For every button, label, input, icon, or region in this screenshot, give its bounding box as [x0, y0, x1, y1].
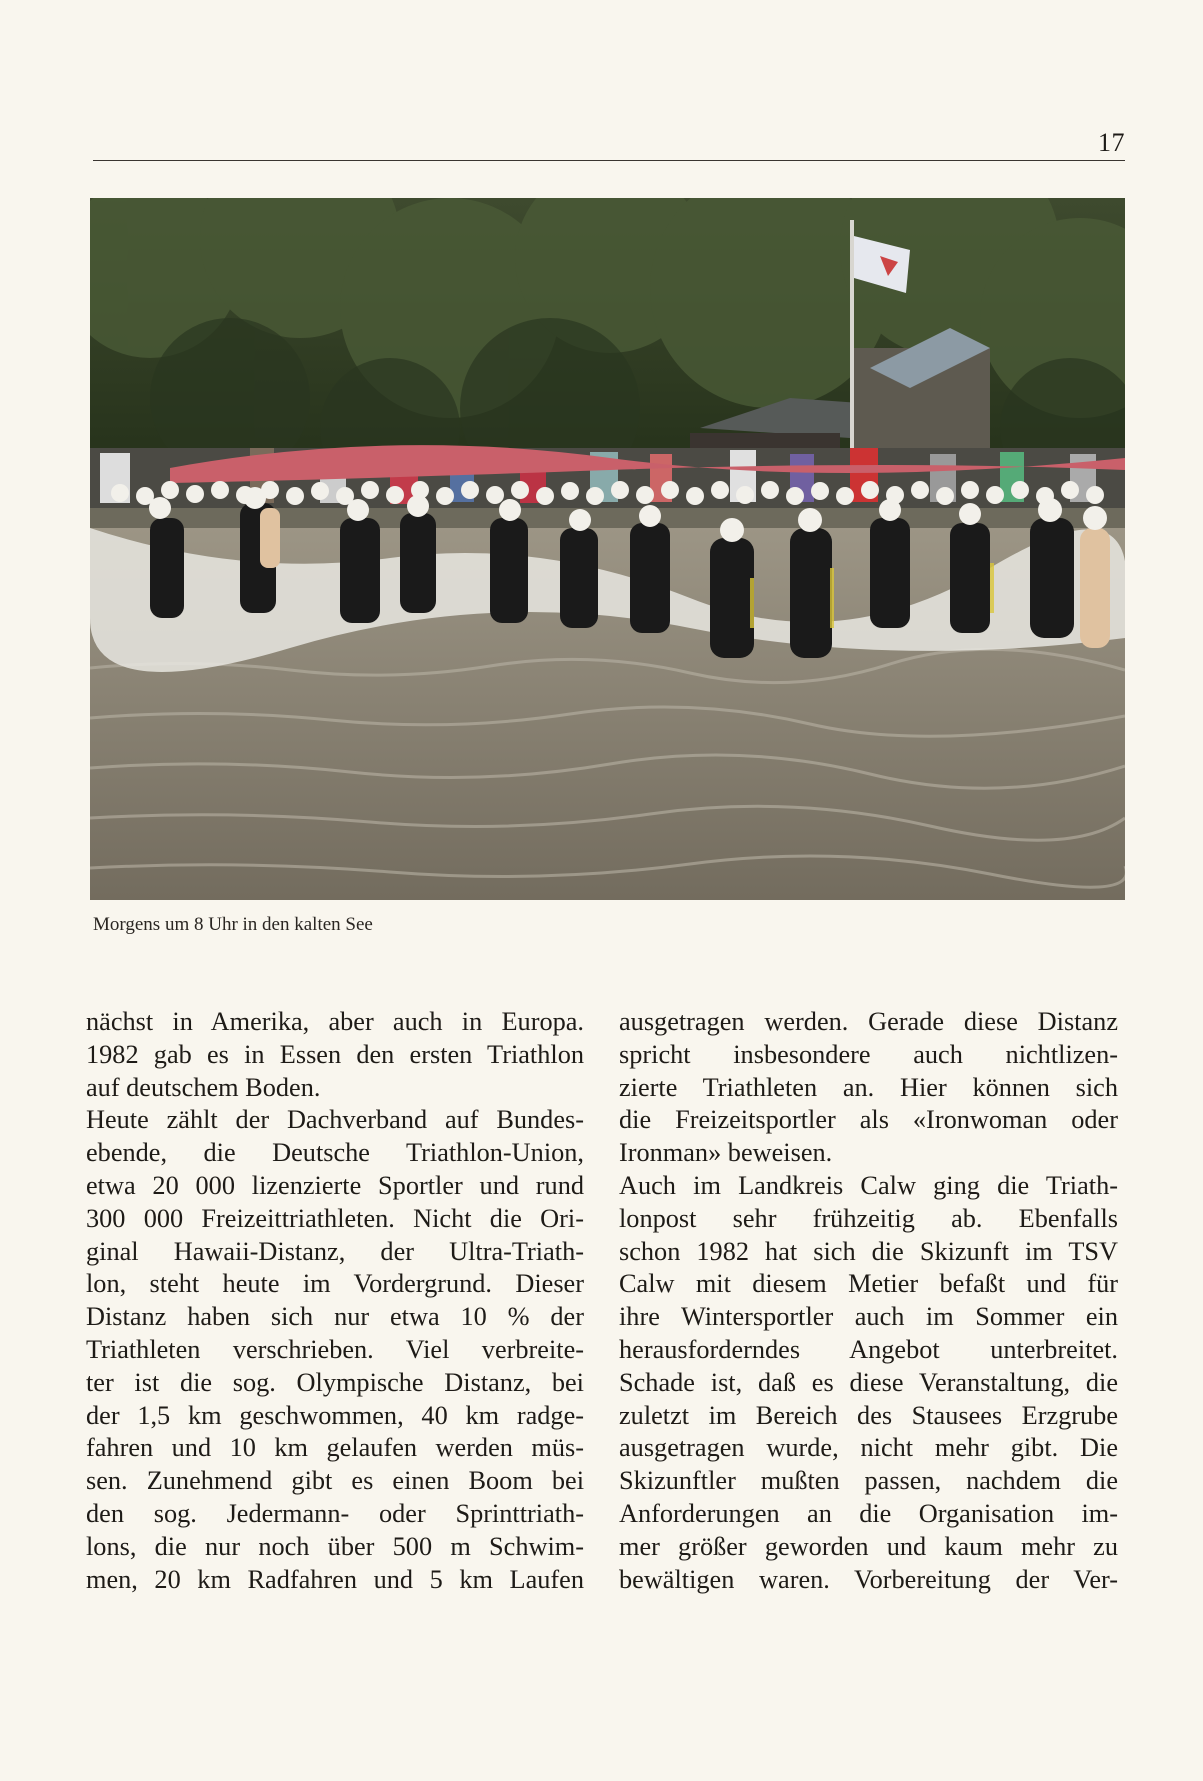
- text-line: 1982 gab es in Essen den ersten Triathlon: [86, 1039, 584, 1069]
- text-line: ter ist die sog. Olympische Distanz, bei: [86, 1367, 584, 1397]
- page-number: 17: [1098, 128, 1125, 157]
- text-line: men, 20 km Radfahren und 5 km Laufen: [86, 1564, 584, 1594]
- text-line: die Freizeitsportler als «Ironwoman oder: [619, 1105, 1118, 1135]
- paragraph: [86, 1104, 584, 1596]
- text-line: lonpost sehr frühzeitig ab. Ebenfalls: [619, 1203, 1118, 1233]
- text-line: spricht insbesondere auch nichtlizen-: [619, 1039, 1118, 1069]
- text-line: ausgetragen werden. Gerade diese Distanz: [619, 1007, 1118, 1036]
- text-line: mer größer geworden und kaum mehr zu: [619, 1531, 1118, 1561]
- text-line: etwa 20 000 lizenzierte Sportler und rund: [86, 1170, 584, 1200]
- text-line: Triathleten verschrieben. Viel verbreite-: [86, 1334, 584, 1364]
- text-line: nächst in Amerika, aber auch in Europa.: [86, 1007, 584, 1036]
- triathlon-photo: [90, 198, 1125, 900]
- text-line: ausgetragen wurde, nicht mehr gibt. Die: [619, 1433, 1118, 1463]
- text-line: schon 1982 hat sich die Skizunft im TSV: [619, 1236, 1118, 1266]
- text-line: Anforderungen an die Organisation im-: [619, 1498, 1118, 1528]
- paragraph: [86, 1006, 584, 1104]
- photo-caption: Morgens um 8 Uhr in den kalten See: [93, 914, 373, 935]
- text-line: Ironman» beweisen.: [619, 1138, 833, 1168]
- text-line: Distanz haben sich nur etwa 10 % der: [86, 1302, 584, 1332]
- text-line: lons, die nur noch über 500 m Schwim-: [86, 1531, 584, 1561]
- text-line: auf deutschem Boden.: [86, 1072, 321, 1102]
- text-line: lon, steht heute im Vordergrund. Dieser: [86, 1269, 584, 1299]
- photo-illustration: [90, 198, 1125, 900]
- text-line: fahren und 10 km gelaufen werden müs-: [86, 1433, 584, 1463]
- text-line: herausforderndes Angebot unterbreitet.: [619, 1334, 1118, 1364]
- text-line: Heute zählt der Dachverband auf Bundes-: [86, 1105, 584, 1135]
- text-column-right: [619, 1006, 1118, 1596]
- text-line: Calw mit diesem Metier befaßt und für: [619, 1269, 1118, 1299]
- text-column-left: [86, 1006, 584, 1596]
- text-line: Skizunftler mußten passen, nachdem die: [619, 1466, 1118, 1496]
- text-line: Auch im Landkreis Calw ging die Triath-: [619, 1170, 1118, 1200]
- flag-pole: [850, 220, 854, 470]
- text-line: sen. Zunehmend gibt es einen Boom bei: [86, 1466, 584, 1496]
- text-line: zierte Triathleten an. Hier können sich: [619, 1072, 1118, 1102]
- text-line: den sog. Jedermann- oder Sprinttriath-: [86, 1498, 584, 1528]
- text-line: Schade ist, daß es diese Veranstaltung, die: [619, 1367, 1118, 1397]
- text-line: der 1,5 km geschwommen, 40 km radge-: [86, 1400, 584, 1430]
- text-line: bewältigen waren. Vorbereitung der Ver-: [619, 1564, 1118, 1594]
- text-line: ginal Hawaii-Distanz, der Ultra-Triath-: [86, 1236, 584, 1266]
- paragraph: [619, 1006, 1118, 1170]
- text-line: 300 000 Freizeittriathleten. Nicht die Ori-: [86, 1203, 584, 1233]
- text-line: ebende, die Deutsche Triathlon-Union,: [86, 1138, 584, 1168]
- text-line: ihre Wintersportler auch im Sommer ein: [619, 1302, 1118, 1332]
- text-line: zuletzt im Bereich des Stausees Erzgrube: [619, 1400, 1118, 1430]
- paragraph: [619, 1170, 1118, 1596]
- header-rule: [93, 160, 1125, 161]
